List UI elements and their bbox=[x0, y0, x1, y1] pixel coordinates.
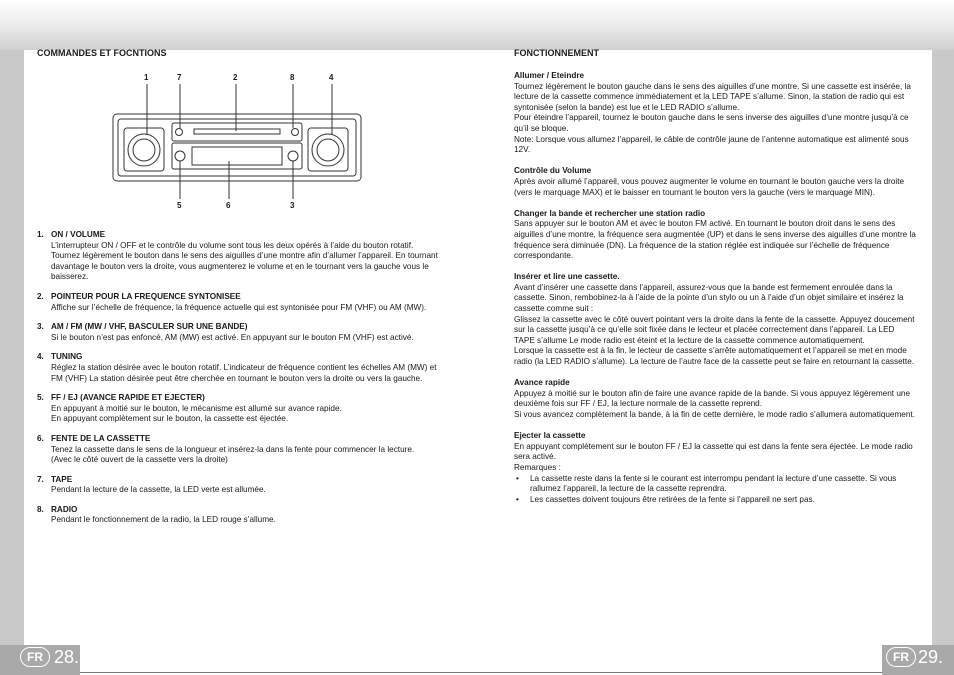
item-text: Pendant la lecture de la cassette, la LED verte est allumée. bbox=[51, 485, 266, 495]
item-heading: ON / VOLUME bbox=[51, 230, 106, 239]
subsection-heading: Ejecter la cassette bbox=[514, 431, 586, 441]
list-item bbox=[37, 322, 439, 343]
subsection-text: En appuyant complètement sur le bouton FF / EJ la cassette qui est dans la fente sera éjectée. Le mode radio sera activé. Remarques : bbox=[514, 441, 913, 472]
list-item bbox=[37, 230, 439, 283]
subsection-heading: Allumer / Eteindre bbox=[514, 71, 585, 80]
list-item bbox=[37, 352, 439, 384]
item-heading: AM / FM (MW / VHF, BASCULER SUR UNE BANDE) bbox=[51, 322, 248, 332]
list-item bbox=[37, 434, 439, 466]
remark-bullet: • La cassette reste dans la fente si le courant est interrompu pendant la lecture d’une cassette. Si vous rallumez l’appareil, la lecture de la cassette reprendra. bbox=[514, 474, 916, 495]
subsection-text: Tournez légèrement le bouton gauche dans le sens des aiguilles d’une montre. Si une cassette est insérée, la lecture de la cassette commence immédiatement et la LED TAPE s’allume. Sinon, la station de radio qui est syntonisée (selon la bande) est lue et le LED RADIO s’allume. Pour éteindre l’appareil, tournez le bouton gauche dans le sens inverse des aiguilles d’une montre jusqu’à ce qu’il se bloque. Note: Lorsque vous allumez l’appareil, le câble de contrôle jaune de l’antenne automatique est alimenté sous 12V. bbox=[514, 81, 911, 155]
subsection-text: Avant d’insérer une cassette dans l’appareil, assurez-vous que la bande est fermement enroulée dans la cassette. Sinon, rembobinez-la à l’aide de la pointe d’un stylo ou un à l’aide d’un objet similaire et insérez la cassette comme suit : Glissez la cassette avec le côté ouvert pointant vers la droite dans la fente de la cassette. Appuyez doucement sur la cassette jusqu’à ce qu’elle soit fixée dans le lecteur et placée correctement dans l’appareil. La LED TAPE s’allume Le mode radio est éteint et la lecture de la cassette commence automatiquement. Lorsque la cassette est à la fin, le lecteur de cassette s’arrête automatiquement et l’appareil se met en mode radio (la LED RADIO s’allume). La lecture de l’autre face de la cassette peut se faire en retournant la cassette. bbox=[514, 282, 915, 367]
diagram-label-1: 1 bbox=[144, 73, 149, 82]
diagram-label-3: 3 bbox=[290, 201, 295, 210]
operation-section bbox=[514, 378, 916, 420]
subsection-text: Appuyez à moitié sur le bouton afin de faire une avance rapide de la bande. Si vous appuyez légèrement une deuxième fois sur FF / EJ, la lecture normale de la cassette reprend. Si vous avancez complètement la bande, à la fin de cette dernière, le mode radio s’allumera automatiquement. bbox=[514, 388, 915, 419]
operation-section bbox=[514, 209, 916, 262]
footer-rule bbox=[80, 672, 882, 673]
item-number: 3. bbox=[37, 322, 44, 332]
subsection-heading: Changer la bande et rechercher une station radio bbox=[514, 208, 706, 218]
item-heading: FENTE DE LA CASSETTE bbox=[51, 433, 151, 443]
item-heading: TAPE bbox=[51, 474, 73, 484]
operation-section bbox=[514, 431, 916, 505]
right-column bbox=[514, 47, 916, 516]
item-text: Tenez la cassette dans le sens de la longueur et insérez-la dans la fente pour commencer la lecture. (Avec le côté ouvert de la cassette vers la droite) bbox=[51, 444, 415, 465]
item-number: 1. bbox=[37, 230, 44, 239]
item-text: Si le bouton n’est pas enfoncé, AM (MW) est activé. En appuyant sur le bouton FM (VHF) est activé. bbox=[51, 332, 414, 342]
operation-section bbox=[514, 71, 916, 156]
item-number: 2. bbox=[37, 291, 44, 301]
subsection-text: Après avoir allumé l’appareil, vous pouvez augmenter le volume en tournant le bouton gauche vers la droite (vers le marquage MAX) et le baisser en tournant le bouton vers la gauche (vers le marquage MIN). bbox=[514, 176, 905, 197]
left-section-title: COMMANDES ET FOCNTIONS bbox=[37, 48, 167, 58]
list-item bbox=[37, 393, 439, 425]
right-margin-bar bbox=[932, 50, 954, 645]
item-text: Réglez la station désirée avec le bouton rotatif. L’indicateur de fréquence contient les échelles AM (MW) et FM (VHF) La station désirée peut être cherchée en tournant le bouton vers la droite ou vers la gauche. bbox=[51, 362, 437, 383]
subsection-heading: Insérer et lire une cassette. bbox=[514, 272, 620, 282]
diagram-label-6: 6 bbox=[226, 201, 231, 210]
item-text: En appuyant à moitié sur le bouton, le mécanisme est allumé sur avance rapide. En appuyant complètement sur le bouton, la cassette est éjectée. bbox=[51, 403, 342, 424]
list-item bbox=[37, 505, 439, 526]
subsection-heading: Avance rapide bbox=[514, 378, 570, 388]
item-number: 7. bbox=[37, 474, 44, 484]
left-margin-bar bbox=[0, 50, 24, 645]
item-number: 6. bbox=[37, 433, 44, 443]
diagram-label-2: 2 bbox=[233, 73, 238, 82]
operation-section bbox=[514, 272, 916, 367]
diagram-label-8: 8 bbox=[290, 73, 295, 82]
item-text: Affiche sur l’échelle de fréquence, la fréquence actuelle qui est syntonisée pour FM (VHF) ou AM (MW). bbox=[51, 302, 427, 312]
diagram-label-4: 4 bbox=[329, 73, 334, 82]
remarks-list bbox=[514, 474, 916, 506]
controls-list bbox=[37, 230, 439, 526]
item-number: 4. bbox=[37, 352, 44, 362]
list-item bbox=[37, 292, 439, 313]
right-section-title: FONCTIONNEMENT bbox=[514, 48, 599, 58]
remark-bullet: • Les cassettes doivent toujours être retirées de la fente si l’appareil ne sert pas. bbox=[514, 495, 916, 506]
item-heading: RADIO bbox=[51, 504, 78, 514]
item-heading: FF / EJ (AVANCE RAPIDE ET EJECTER) bbox=[51, 393, 205, 403]
language-badge-right: FR bbox=[886, 647, 916, 667]
list-item bbox=[37, 475, 439, 496]
subsection-text: Sans appuyer sur le bouton AM et avec le bouton FM activé. En tournant le bouton droit dans le sens des aiguilles d’une montre, la fréquence sera augmentée (UP) et dans le sens inverse des aiguilles d’une montre la fréquence sera diminuée (DN). La fréquence de la station réglée est indiquée sur l’échelle de fréquence correspondante. bbox=[514, 219, 916, 261]
subsection-heading: Contrôle du Volume bbox=[514, 166, 592, 176]
item-heading: TUNING bbox=[51, 352, 83, 362]
item-number: 5. bbox=[37, 393, 44, 403]
item-text: Pendant le fonctionnement de la radio, la LED rouge s’allume. bbox=[51, 515, 276, 525]
page-number-right: 29. bbox=[918, 647, 944, 667]
page-number-left: 28. bbox=[54, 647, 80, 667]
item-text: L’interrupteur ON / OFF et le contrôle du volume sont tous les deux opérés à l’aide du bouton rotatif. Tournez légèrement le bouton dans le sens des aiguilles d’une montre afin d’allumer l’appareil. En tournant davantage le bouton vers la droite, vous augmenterez le volume et en le tournant vers la gauche vous le baisserez. bbox=[51, 240, 438, 282]
language-badge-left: FR bbox=[20, 647, 50, 667]
diagram-label-7: 7 bbox=[177, 73, 182, 82]
left-column bbox=[37, 47, 439, 535]
item-number: 8. bbox=[37, 504, 44, 514]
radio-front-diagram bbox=[112, 73, 372, 213]
radio-front-illustration bbox=[112, 73, 372, 213]
operation-section bbox=[514, 166, 916, 198]
header-band bbox=[0, 0, 954, 50]
item-heading: POINTEUR POUR LA FREQUENCE SYNTONISEE bbox=[51, 291, 241, 301]
diagram-label-5: 5 bbox=[177, 201, 182, 210]
